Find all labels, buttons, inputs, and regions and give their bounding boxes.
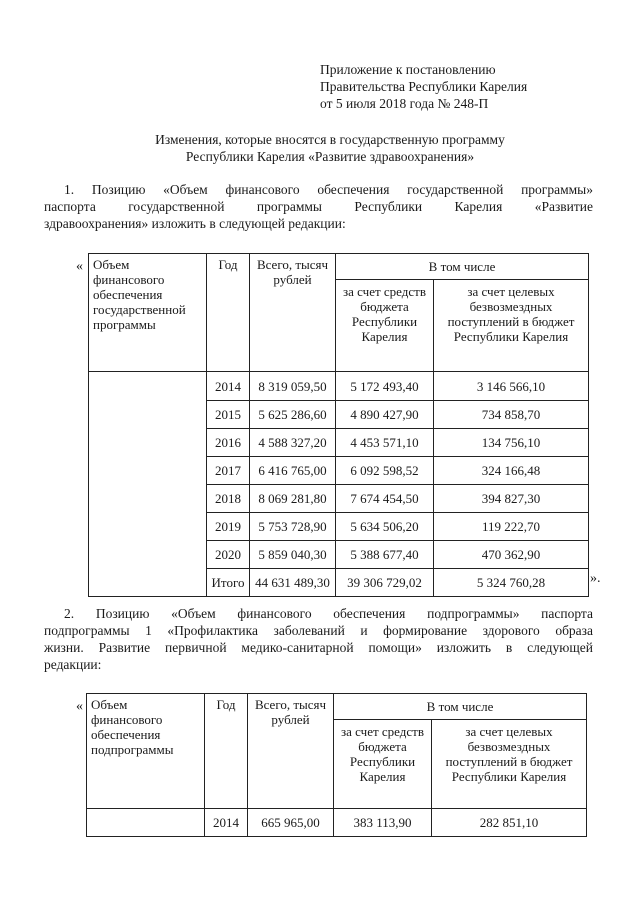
- table-1-row-target: 119 222,70: [434, 513, 589, 541]
- table-1-col-including: В том числе: [336, 254, 589, 280]
- table-1-row-total: 5 753 728,90: [250, 513, 336, 541]
- table-1-object-empty: [89, 372, 207, 597]
- paragraph-2-line-4: редакции:: [44, 657, 102, 672]
- table-1-row-budget: 7 674 454,50: [336, 485, 434, 513]
- table-2-row-budget: 383 113,90: [334, 809, 432, 837]
- table-1-row-budget: 5 172 493,40: [336, 372, 434, 401]
- table-1-row-target: 394 827,30: [434, 485, 589, 513]
- table-1-row-total: 5 625 286,60: [250, 401, 336, 429]
- table-2-col-total: Всего, тысяч рублей: [248, 694, 334, 809]
- paragraph-2: [44, 605, 593, 673]
- document-title: [60, 131, 600, 165]
- table-1-row-budget: 6 092 598,52: [336, 457, 434, 485]
- table-2-row-total: 665 965,00: [248, 809, 334, 837]
- table-1-row-year: 2018: [207, 485, 250, 513]
- table-1-row-total: 8 069 281,80: [250, 485, 336, 513]
- paragraph-1-line-1: 1. Позицию «Объем финансового обеспечения государственной программы»: [64, 182, 593, 197]
- table-2-row-target: 282 851,10: [432, 809, 587, 837]
- title-line-1: Изменения, которые вносятся в государственную программу: [155, 132, 505, 147]
- table-1-row-year: 2015: [207, 401, 250, 429]
- paragraph-1: [44, 181, 593, 232]
- paragraph-2-line-1: 2. Позицию «Объем финансового обеспечения подпрограммы» паспорта: [64, 606, 593, 621]
- approval-header: [320, 61, 620, 112]
- title-line-2: Республики Карелия «Развитие здравоохранения»: [185, 149, 475, 164]
- table-1-total-target: 5 324 760,28: [434, 569, 589, 597]
- opening-quote-2: «: [76, 699, 83, 714]
- header-line-3: от 5 июля 2018 года № 248-П: [320, 96, 489, 111]
- table-1-col-target: за счет целевых безвозмездных поступлений в бюджет Республики Карелия: [434, 280, 589, 372]
- table-1-row-target: 134 756,10: [434, 429, 589, 457]
- paragraph-2-line-2: подпрограммы 1 «Профилактика заболеваний и формирование здорового образа: [44, 623, 593, 638]
- table-1-row-total: 4 588 327,20: [250, 429, 336, 457]
- opening-quote-1: «: [76, 259, 83, 274]
- table-1-row-budget: 4 890 427,90: [336, 401, 434, 429]
- table-1-row-year: 2017: [207, 457, 250, 485]
- table-1-total-label: Итого: [207, 569, 250, 597]
- table-1-row-year: 2019: [207, 513, 250, 541]
- table-1-col-total: Всего, тысяч рублей: [250, 254, 336, 372]
- table-2-col-year: Год: [205, 694, 248, 809]
- table-1-col-year: Год: [207, 254, 250, 372]
- table-1-col-budget: за счет средств бюджета Республики Карелия: [336, 280, 434, 372]
- table-1-row-budget: 5 388 677,40: [336, 541, 434, 569]
- table-1-row-budget: 5 634 506,20: [336, 513, 434, 541]
- table-1-row-year: 2016: [207, 429, 250, 457]
- table-1-total-all: 44 631 489,30: [250, 569, 336, 597]
- closing-quote-1: ».: [590, 571, 601, 586]
- table-2-object-label: Объем финансового обеспечения подпрограммы: [87, 694, 205, 809]
- paragraph-1-line-3: здравоохранения» изложить в следующей редакции:: [44, 216, 346, 231]
- table-2-col-budget: за счет средств бюджета Республики Карелия: [334, 720, 432, 809]
- table-2-object-empty: [87, 809, 205, 837]
- table-1-row-target: 324 166,48: [434, 457, 589, 485]
- table-1-row-target: 470 362,90: [434, 541, 589, 569]
- table-1-row-total: 5 859 040,30: [250, 541, 336, 569]
- header-line-2: Правительства Республики Карелия: [320, 79, 528, 94]
- paragraph-2-line-3: жизни. Развитие первичной медико-санитарной помощи» изложить в следующей: [44, 640, 593, 655]
- paragraph-1-line-2: паспорта государственной программы Республики Карелия «Развитие: [44, 199, 593, 214]
- table-1-row-year: 2014: [207, 372, 250, 401]
- table-1-row-budget: 4 453 571,10: [336, 429, 434, 457]
- table-1-row-total: 8 319 059,50: [250, 372, 336, 401]
- financing-table-1: [88, 253, 589, 597]
- table-1-row-target: 734 858,70: [434, 401, 589, 429]
- table-2-col-target: за счет целевых безвозмездных поступлений в бюджет Республики Карелия: [432, 720, 587, 809]
- table-1-total-budget: 39 306 729,02: [336, 569, 434, 597]
- table-1-row-total: 6 416 765,00: [250, 457, 336, 485]
- header-line-1: Приложение к постановлению: [320, 62, 496, 77]
- table-1-row-target: 3 146 566,10: [434, 372, 589, 401]
- table-2-row-year: 2014: [205, 809, 248, 837]
- table-1-row-year: 2020: [207, 541, 250, 569]
- financing-table-2: [86, 693, 587, 837]
- table-2-col-including: В том числе: [334, 694, 587, 720]
- table-1-object-label: Объем финансового обеспечения государственной программы: [89, 254, 207, 372]
